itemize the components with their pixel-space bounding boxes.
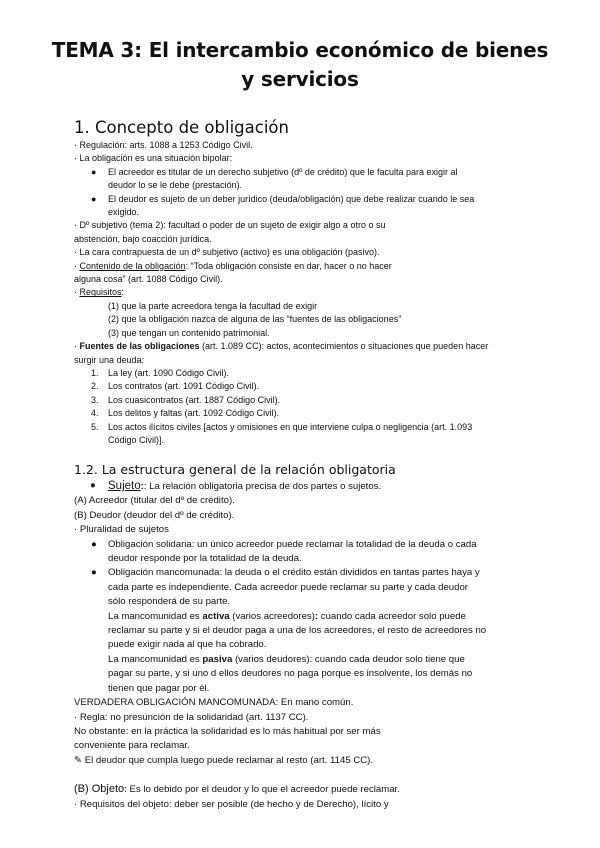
section-heading: 1.2. La estructura general de la relación obligatoria [74,462,396,477]
list-item: 1. La ley (art. 1090 Código Civil). [91,367,230,378]
section2-body [74,479,544,812]
list-item: ● El acreedor es titular de un derecho subjetivo (dº de crédito) que le faculta para exigir al deudor lo se le debe (prestación). [91,166,458,191]
paragraph: · Requisitos: [74,287,125,298]
list-item: ● Obligación mancomunada: la deuda o el crédito están divididos en tantas partes haya y cada parte es independiente. Cada acreedor puede reclamar su parte y cada deudor sólo responderá de su parte. La mancomunidad es activa (varios acreedores): cuando cada acreedor solo puede reclamar su parte y si el deudor paga a una de los acreedores, el resto de acreedores no puede exigir nada al que ha cobrado. La mancomunidad es pasiva (varios deudores): cuando cada deudor solo tiene que pagar su parte, y si uno d ellos deudores no paga porque es insolvente, los demás no tienen que pagar por él. [74,566,544,696]
bullet-icon: ● [91,166,97,177]
list-item: (1) que la parte acreedora tenga la facultad de exigir [108,300,318,311]
paragraph: · Dº subjetivo (tema 2): facultad o poder de un sujeto de exigir algo a otro o su [74,220,386,231]
pencil-icon: ✎ [74,754,83,766]
paragraph: La mancomunidad es activa (varios acreedores): cuando cada acreedor solo puede [108,610,466,622]
paragraph: · Pluralidad de sujetos [74,524,169,536]
list-item: (3) que tengan un contenido patrimonial. [108,327,270,338]
list-item: (2) que la obligación nazca de alguna de las “fuentes de las obligaciones” [108,314,402,325]
list-item: 2. Los contratos (art. 1091 Código Civil). [91,381,260,392]
document-title: TEMA 3: El intercambio económico de bienes y servicios [51,38,549,91]
objeto-label: (B) Objeto [74,783,125,796]
paragraph: No obstante: en la práctica la solidaridad es lo más habitual por ser más [74,725,381,737]
paragraph: abstención, bajo coacción jurídica. [74,233,212,244]
bullet-icon: ● [91,538,97,550]
paragraph: · La cara contrapuesta de un dº subjetivo (activo) es una obligación (pasivo). [74,247,380,258]
paragraph: VERDADERA OBLIGACIÓN MANCOMUNADA: En mano común. [74,697,354,709]
bullet-icon: ● [91,567,97,579]
list-item: ● Sujeto:: La relación obligatoria precisa de dos partes o sujetos. [90,480,382,492]
paragraph: alguna cosa” (art. 1088 Código Civil). [74,274,223,285]
paragraph: · Fuentes de las obligaciones (art. 1.089 CC): actos, acontecimientos o situaciones que pueden hacer [74,341,489,352]
paragraph: · Regulación: arts. 1088 a 1253 Código Civil. [74,140,253,150]
section-heading: 1. Concepto de obligación [74,118,289,137]
paragraph: (A) Acreedor (titular del dº de crédito). [74,495,235,507]
sujeto-label: Sujeto [108,480,141,492]
paragraph: ✎ El deudor que cumpla luego puede reclamar al resto (art. 1145 CC). [74,754,374,766]
paragraph: · La obligación es una situación bipolar: [74,153,233,164]
section1-body [74,139,544,447]
paragraph: La mancomunidad es pasiva (varios deudores): cuando cada deudor solo tiene que [108,653,465,665]
contenido-label: Contenido de la obligación [79,260,186,271]
paragraph: conveniente para reclamar. [74,740,190,752]
paragraph: · Regla: no presunción de la solidaridad (art. 1137 CC). [74,711,309,723]
paragraph: surgir una deuda: [74,354,145,365]
list-item: 5. Los actos ilícitos civiles [actos y omisiones en que interviene culpa o negligencia (art. 1.093 Código Civil)]. [91,421,473,445]
paragraph: (B) Objeto: Es lo debido por el deudor y lo que el acreedor puede reclamar. [74,783,400,796]
bullet-icon: ● [90,480,96,491]
list-item: ● Obligación solidaria: un único acreedor puede reclamar la totalidad de la deuda o cada deudor responde por la totalidad de la deuda. [91,538,477,565]
fuentes-label: Fuentes de las obligaciones [79,341,200,352]
list-item: 4. Los delitos y faltas (art. 1092 Código Civil). [91,408,280,419]
bullet-icon: ● [91,193,97,204]
list-item: 3. Los cuasicontratos (art. 1887 Código Civil). [91,394,281,405]
paragraph: (B) Deudor (deudor del dº de crédito). [74,509,235,521]
paragraph: · Contenido de la obligación: “Toda obligación consiste en dar, hacer o no hacer [74,260,392,271]
paragraph: · Requisitos del objeto: deber ser posible (de hecho y de Derecho), lícito y [74,798,389,810]
list-item: ● El deudor es sujeto de un deber jurídico (deuda/obligación) que debe realizar cuando le sea exigido. [91,193,475,218]
requisitos-label: Requisitos [79,287,122,298]
